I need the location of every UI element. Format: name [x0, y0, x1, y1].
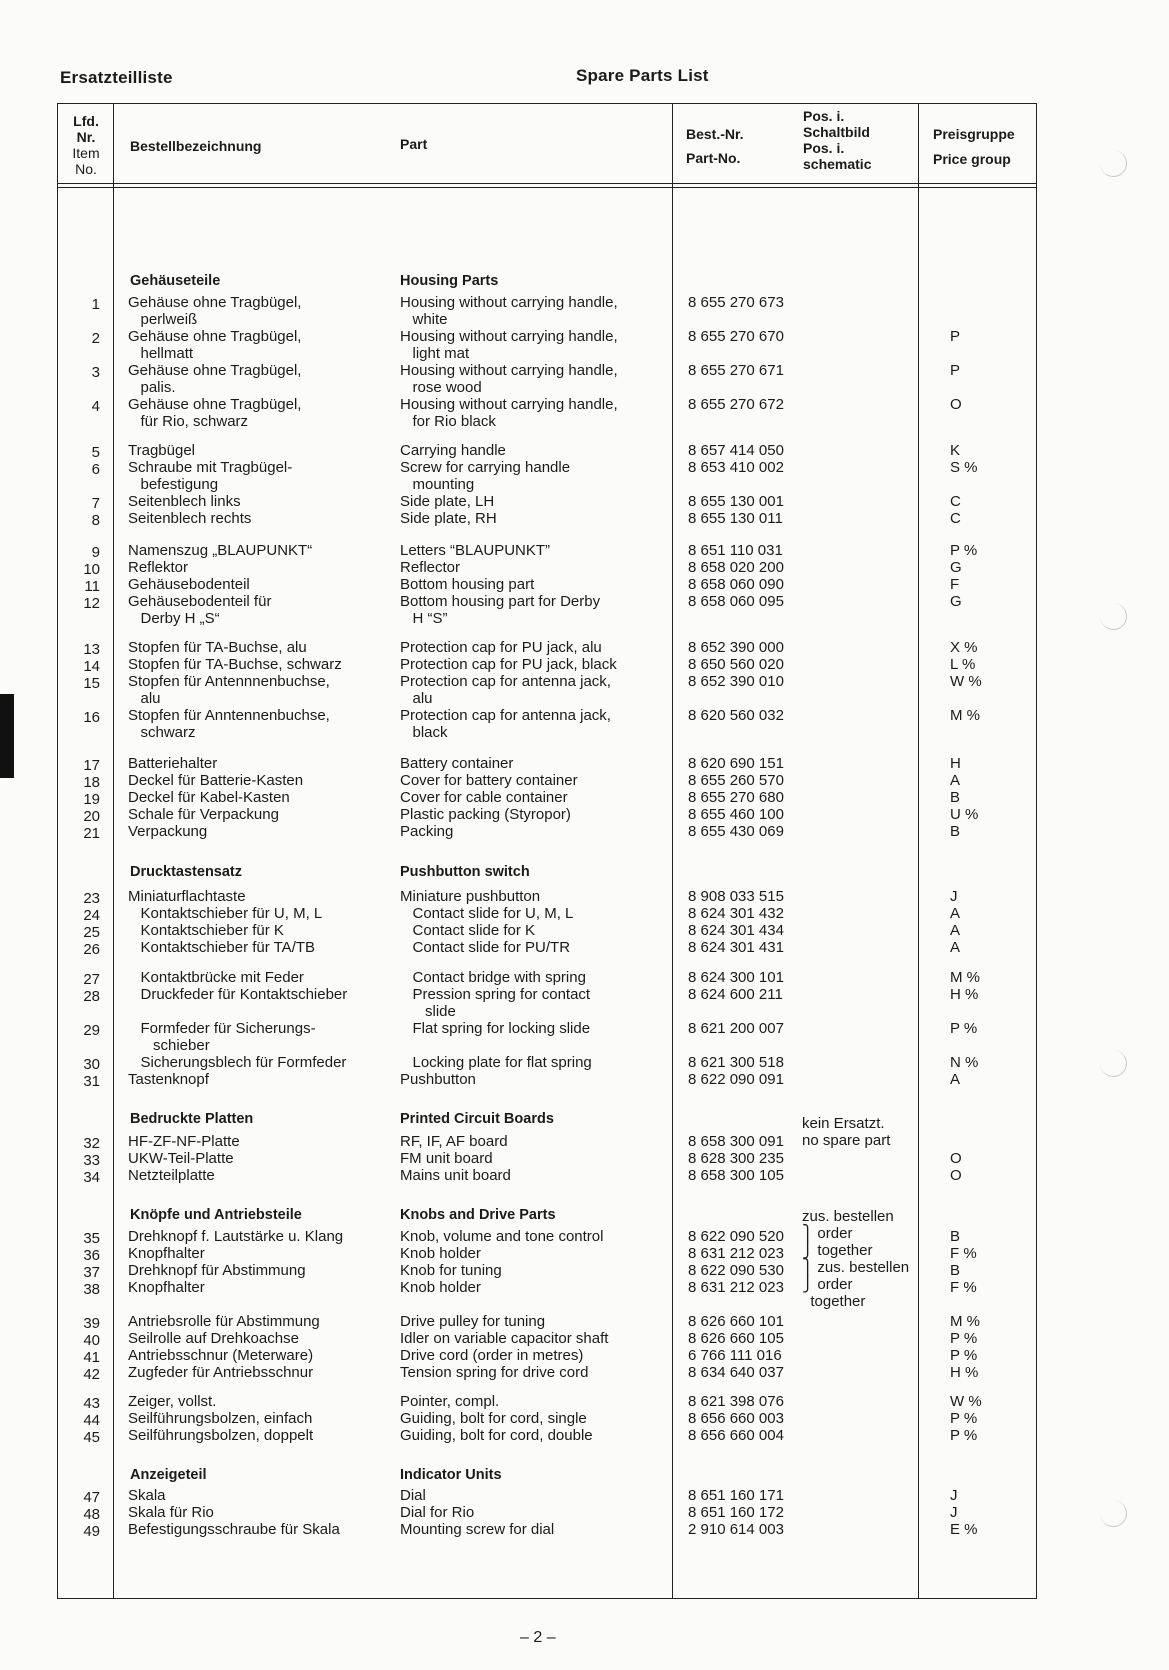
section-heading-german: Drucktastensatz: [130, 864, 243, 880]
part-number: 8 624 301 431: [688, 939, 784, 956]
item-number: 17: [83, 757, 100, 774]
part-designation-german: perlweiß: [128, 311, 198, 328]
price-group: O: [950, 1167, 962, 1184]
section-heading-english: Printed Circuit Boards: [400, 1111, 554, 1127]
part-number: 2 910 614 003: [688, 1521, 784, 1538]
part-number: 8 658 060 090: [688, 576, 784, 593]
part-description-english: Flat spring for locking slide: [400, 1020, 591, 1037]
part-designation-german: Stopfen für TA-Buchse, alu: [128, 639, 307, 656]
section-heading-english: Housing Parts: [400, 273, 499, 289]
item-number: 8: [91, 512, 100, 529]
part-description-english: Dial: [400, 1487, 426, 1504]
part-description-english: Pointer, compl.: [400, 1393, 500, 1410]
part-designation-german: UKW-Teil-Platte: [128, 1150, 234, 1167]
column-divider: [918, 103, 919, 1599]
part-number: 8 655 270 671: [688, 362, 784, 379]
part-description-english: Protection cap for PU jack, alu: [400, 639, 602, 656]
price-group: P %: [950, 1427, 978, 1444]
price-group: U %: [950, 806, 979, 823]
part-number: 8 653 410 002: [688, 459, 784, 476]
part-designation-german: Derby H „S“: [128, 610, 220, 627]
part-designation-german: Gehäusebodenteil für: [128, 593, 272, 610]
part-number: 8 658 300 105: [688, 1167, 784, 1184]
col-price-group: Preisgruppe Price group: [933, 126, 1015, 167]
part-number: 8 655 130 001: [688, 493, 784, 510]
part-description-english: Housing without carrying handle,: [400, 328, 618, 345]
part-number: 8 620 690 151: [688, 755, 784, 772]
price-group: P %: [950, 1347, 978, 1364]
part-description-english: Cover for cable container: [400, 789, 568, 806]
col-item-no: Lfd. Nr. Item No.: [72, 113, 100, 177]
part-designation-german: Seilführungsbolzen, einfach: [128, 1410, 313, 1427]
part-description-english: Dial for Rio: [400, 1504, 475, 1521]
part-description-english: Knob holder: [400, 1245, 481, 1262]
part-description-english: Idler on variable capacitor shaft: [400, 1330, 609, 1347]
part-designation-german: Drehknopf f. Lautstärke u. Klang: [128, 1228, 344, 1245]
part-number: 8 656 660 003: [688, 1410, 784, 1427]
part-designation-german: Schale für Verpackung: [128, 806, 279, 823]
part-designation-german: Gehäuse ohne Tragbügel,: [128, 328, 302, 345]
part-designation-german: Seilführungsbolzen, doppelt: [128, 1427, 314, 1444]
part-description-english: Plastic packing (Styropor): [400, 806, 571, 823]
part-number: 8 655 270 673: [688, 294, 784, 311]
price-group: G: [950, 593, 962, 610]
item-number: 26: [83, 941, 100, 958]
price-group: P %: [950, 1020, 978, 1037]
part-designation-german: Drehknopf für Abstimmung: [128, 1262, 306, 1279]
section-heading-german: Bedruckte Platten: [130, 1111, 254, 1127]
part-description-english: Bottom housing part: [400, 576, 535, 593]
part-number: 8 908 033 515: [688, 888, 784, 905]
part-designation-german: Antriebsschnur (Meterware): [128, 1347, 314, 1364]
part-description-english: Side plate, LH: [400, 493, 495, 510]
item-number: 12: [83, 595, 100, 612]
part-description-english: Housing without carrying handle,: [400, 362, 618, 379]
list-title-english: Spare Parts List: [576, 66, 709, 85]
item-number: 11: [84, 578, 100, 595]
price-group: O: [950, 1150, 962, 1167]
part-designation-german: Sicherungsblech für Formfeder: [128, 1054, 347, 1071]
part-designation-german: Knopfhalter: [128, 1245, 205, 1262]
part-number: 8 634 640 037: [688, 1364, 784, 1381]
section-heading-english: Indicator Units: [400, 1467, 502, 1483]
part-description-english: Mains unit board: [400, 1167, 511, 1184]
part-designation-german: Seitenblech links: [128, 493, 241, 510]
section-heading-english: Knobs and Drive Parts: [400, 1207, 556, 1223]
part-description-english: Knob, volume and tone control: [400, 1228, 604, 1245]
part-number: 8 658 300 091: [688, 1133, 784, 1150]
list-title-german: Ersatzteilliste: [60, 68, 173, 87]
part-number: 8 621 398 076: [688, 1393, 784, 1410]
part-number: 8 621 200 007: [688, 1020, 784, 1037]
item-number: 40: [83, 1332, 100, 1349]
part-description-english: Drive pulley for tuning: [400, 1313, 546, 1330]
part-designation-german: Seilrolle auf Drehkoachse: [128, 1330, 299, 1347]
part-designation-german: Batteriehalter: [128, 755, 218, 772]
part-designation-german: Druckfeder für Kontaktschieber: [128, 986, 348, 1003]
page-number: – 2 –: [520, 1629, 556, 1646]
price-group: P %: [950, 542, 978, 559]
price-group: F %: [950, 1279, 977, 1296]
punch-hole: [1100, 150, 1127, 177]
item-number: 45: [83, 1429, 100, 1446]
price-group: P %: [950, 1410, 978, 1427]
price-group: M %: [950, 707, 980, 724]
part-description-english: Protection cap for antenna jack,: [400, 673, 611, 690]
part-designation-german: Antriebsrolle für Abstimmung: [128, 1313, 320, 1330]
item-number: 23: [83, 890, 100, 907]
part-designation-german: Kontaktschieber für U, M, L: [128, 905, 323, 922]
item-number: 21: [83, 825, 100, 842]
part-designation-german: Zugfeder für Antriebsschnur: [128, 1364, 314, 1381]
item-number: 6: [91, 461, 100, 478]
punch-hole: [1100, 1050, 1127, 1077]
item-number: 41: [83, 1349, 100, 1366]
part-number: 8 655 270 670: [688, 328, 784, 345]
part-number: 8 655 270 672: [688, 396, 784, 413]
price-group: M %: [950, 1313, 980, 1330]
item-number: 37: [83, 1264, 100, 1281]
part-designation-german: Kontaktbrücke mit Feder: [128, 969, 304, 986]
part-number: 8 657 414 050: [688, 442, 784, 459]
part-description-english: Battery container: [400, 755, 514, 772]
part-description-english: Miniature pushbutton: [400, 888, 541, 905]
part-description-english: RF, IF, AF board: [400, 1133, 508, 1150]
price-group: A: [950, 772, 961, 789]
part-description-english: Screw for carrying handle: [400, 459, 571, 476]
price-group: L %: [950, 656, 976, 673]
part-description-english: Contact slide for U, M, L: [400, 905, 574, 922]
part-designation-german: Skala: [128, 1487, 166, 1504]
part-description-english: Locking plate for flat spring: [400, 1054, 592, 1071]
part-description-english: rose wood: [400, 379, 482, 396]
price-group: K: [950, 442, 961, 459]
price-group: J: [950, 888, 958, 905]
part-number: 8 651 160 171: [688, 1487, 784, 1504]
price-group: X %: [950, 639, 978, 656]
part-designation-german: Formfeder für Sicherungs-: [128, 1020, 316, 1037]
price-group: H: [950, 755, 961, 772]
part-description-english: Contact slide for K: [400, 922, 536, 939]
part-designation-german: Gehäusebodenteil: [128, 576, 250, 593]
part-designation-german: Stopfen für Antennnenbuchse,: [128, 673, 330, 690]
part-number: 6 766 111 016: [688, 1347, 782, 1364]
part-number: 8 655 130 011: [688, 510, 783, 527]
part-description-english: Pression spring for contact: [400, 986, 591, 1003]
price-group: A: [950, 905, 961, 922]
note-no-spare-part: kein Ersatzt. no spare part: [802, 1115, 891, 1149]
price-group: B: [950, 1262, 961, 1279]
price-group: P: [950, 362, 961, 379]
part-description-english: Guiding, bolt for cord, single: [400, 1410, 587, 1427]
part-description-english: Mounting screw for dial: [400, 1521, 555, 1538]
column-divider: [113, 103, 114, 1599]
part-number: 8 624 600 211: [688, 986, 783, 1003]
part-designation-german: Deckel für Batterie-Kasten: [128, 772, 304, 789]
part-number: 8 652 390 010: [688, 673, 784, 690]
part-designation-german: befestigung: [128, 476, 219, 493]
part-number: 8 658 020 200: [688, 559, 784, 576]
price-group: B: [950, 789, 961, 806]
part-description-english: mounting: [400, 476, 475, 493]
part-designation-german: Deckel für Kabel-Kasten: [128, 789, 290, 806]
part-designation-german: Seitenblech rechts: [128, 510, 252, 527]
part-designation-german: HF-ZF-NF-Platte: [128, 1133, 240, 1150]
item-number: 36: [83, 1247, 100, 1264]
part-description-english: white: [400, 311, 448, 328]
part-description-english: Housing without carrying handle,: [400, 294, 618, 311]
part-designation-german: Gehäuse ohne Tragbügel,: [128, 294, 302, 311]
item-number: 43: [83, 1395, 100, 1412]
part-description-english: Guiding, bolt for cord, double: [400, 1427, 593, 1444]
part-number: 8 626 660 101: [688, 1313, 784, 1330]
part-description-english: Side plate, RH: [400, 510, 497, 527]
price-group: S %: [950, 459, 978, 476]
item-number: 1: [91, 296, 100, 313]
part-description-english: Knob holder: [400, 1279, 481, 1296]
part-designation-german: Gehäuse ohne Tragbügel,: [128, 396, 302, 413]
punch-hole: [1100, 603, 1127, 630]
part-designation-german: Namenszug „BLAUPUNKT“: [128, 542, 313, 559]
col-schematic: Pos. i. Schaltbild Pos. i. schematic: [803, 108, 872, 172]
price-group: N %: [950, 1054, 979, 1071]
item-number: 2: [91, 330, 100, 347]
part-description-english: Contact bridge with spring: [400, 969, 586, 986]
part-designation-german: schieber: [128, 1037, 210, 1054]
punch-hole: [1100, 1500, 1127, 1527]
price-group: B: [950, 1228, 961, 1245]
part-number: 8 650 560 020: [688, 656, 784, 673]
part-number: 8 622 090 091: [688, 1071, 784, 1088]
part-number: 8 652 390 000: [688, 639, 784, 656]
part-designation-german: Verpackung: [128, 823, 208, 840]
price-group: O: [950, 396, 962, 413]
part-description-english: black: [400, 724, 448, 741]
price-group: A: [950, 939, 961, 956]
part-number: 8 628 300 235: [688, 1150, 784, 1167]
price-group: F %: [950, 1245, 977, 1262]
price-group: F: [950, 576, 960, 593]
part-number: 8 624 301 432: [688, 905, 784, 922]
item-number: 4: [91, 398, 100, 415]
part-description-english: light mat: [400, 345, 470, 362]
part-number: 8 622 090 520: [688, 1228, 784, 1245]
part-description-english: Cover for battery container: [400, 772, 578, 789]
part-description-english: Tension spring for drive cord: [400, 1364, 589, 1381]
part-number: 8 651 160 172: [688, 1504, 784, 1521]
price-group: J: [950, 1487, 958, 1504]
part-description-english: for Rio black: [400, 413, 496, 430]
part-description-english: Knob for tuning: [400, 1262, 502, 1279]
part-number: 8 631 212 023: [688, 1245, 784, 1262]
item-number: 33: [83, 1152, 100, 1169]
part-description-english: Drive cord (order in metres): [400, 1347, 584, 1364]
price-group: G: [950, 559, 962, 576]
item-number: 48: [83, 1506, 100, 1523]
part-number: 8 658 060 095: [688, 593, 784, 610]
item-number: 20: [83, 808, 100, 825]
part-number: 8 631 212 023: [688, 1279, 784, 1296]
item-number: 44: [83, 1412, 100, 1429]
part-number: 8 624 300 101: [688, 969, 784, 986]
item-number: 49: [83, 1523, 100, 1540]
part-designation-german: Knopfhalter: [128, 1279, 205, 1296]
header-divider: [57, 183, 1037, 184]
price-group: B: [950, 823, 961, 840]
item-number: 34: [83, 1169, 100, 1186]
price-group: A: [950, 922, 961, 939]
price-group: E %: [950, 1521, 978, 1538]
item-number: 24: [83, 907, 100, 924]
price-group: H %: [950, 1364, 979, 1381]
part-designation-german: Zeiger, vollst.: [128, 1393, 217, 1410]
price-group: J: [950, 1504, 958, 1521]
col-designation: Bestellbezeichnung: [130, 138, 262, 154]
item-number: 29: [83, 1022, 100, 1039]
part-description-english: Pushbutton: [400, 1071, 476, 1088]
part-designation-german: Kontaktschieber für K: [128, 922, 284, 939]
item-number: 3: [91, 364, 100, 381]
note-order-together: zus. bestellen ⎫ order ⎭ together ⎫ zus. bestellen ⎭ order together: [802, 1208, 910, 1310]
part-number: 8 655 460 100: [688, 806, 784, 823]
part-description-english: H “S”: [400, 610, 448, 627]
part-designation-german: Befestigungsschraube für Skala: [128, 1521, 340, 1538]
item-number: 14: [83, 658, 100, 675]
part-designation-german: Reflektor: [128, 559, 189, 576]
part-number: 8 655 270 680: [688, 789, 784, 806]
item-number: 32: [83, 1135, 100, 1152]
part-designation-german: Kontaktschieber für TA/TB: [128, 939, 316, 956]
part-description-english: Protection cap for PU jack, black: [400, 656, 617, 673]
item-number: 15: [83, 675, 100, 692]
price-group: H %: [950, 986, 979, 1003]
item-number: 38: [83, 1281, 100, 1298]
item-number: 31: [83, 1073, 100, 1090]
edge-marker: [0, 694, 14, 778]
part-designation-german: Skala für Rio: [128, 1504, 214, 1521]
item-number: 18: [83, 774, 100, 791]
col-part: Part: [400, 136, 428, 152]
part-designation-german: hellmatt: [128, 345, 194, 362]
part-designation-german: alu: [128, 690, 161, 707]
part-description-english: slide: [400, 1003, 456, 1020]
price-group: P: [950, 328, 961, 345]
header-divider: [57, 187, 1037, 188]
item-number: 16: [83, 709, 100, 726]
part-number: 8 656 660 004: [688, 1427, 784, 1444]
item-number: 39: [83, 1315, 100, 1332]
price-group: C: [950, 493, 961, 510]
section-heading-german: Anzeigeteil: [130, 1467, 207, 1483]
item-number: 35: [83, 1230, 100, 1247]
part-description-english: Reflector: [400, 559, 461, 576]
part-designation-german: Stopfen für TA-Buchse, schwarz: [128, 656, 342, 673]
item-number: 10: [83, 561, 100, 578]
price-group: M %: [950, 969, 980, 986]
item-number: 5: [91, 444, 100, 461]
section-heading-english: Pushbutton switch: [400, 864, 530, 880]
price-group: C: [950, 510, 961, 527]
part-description-english: Packing: [400, 823, 454, 840]
part-number: 8 651 110 031: [688, 542, 783, 559]
part-description-english: alu: [400, 690, 433, 707]
section-heading-german: Gehäuseteile: [130, 273, 221, 289]
item-number: 7: [91, 495, 100, 512]
part-number: 8 621 300 518: [688, 1054, 784, 1071]
item-number: 25: [83, 924, 100, 941]
part-description-english: Contact slide for PU/TR: [400, 939, 571, 956]
part-number: 8 622 090 530: [688, 1262, 784, 1279]
item-number: 27: [83, 971, 100, 988]
part-description-english: Carrying handle: [400, 442, 506, 459]
part-description-english: Letters “BLAUPUNKT”: [400, 542, 551, 559]
part-description-english: FM unit board: [400, 1150, 493, 1167]
part-number: 8 624 301 434: [688, 922, 784, 939]
item-number: 9: [91, 544, 100, 561]
section-heading-german: Knöpfe und Antriebsteile: [130, 1207, 302, 1223]
part-description-english: Protection cap for antenna jack,: [400, 707, 611, 724]
part-designation-german: Tragbügel: [128, 442, 195, 459]
item-number: 30: [83, 1056, 100, 1073]
part-designation-german: schwarz: [128, 724, 196, 741]
item-number: 28: [83, 988, 100, 1005]
part-designation-german: Schraube mit Tragbügel-: [128, 459, 293, 476]
part-number: 8 655 260 570: [688, 772, 784, 789]
part-designation-german: Tastenknopf: [128, 1071, 209, 1088]
item-number: 47: [83, 1489, 100, 1506]
part-number: 8 626 660 105: [688, 1330, 784, 1347]
price-group: W %: [950, 1393, 982, 1410]
part-description-english: Bottom housing part for Derby: [400, 593, 601, 610]
price-group: A: [950, 1071, 961, 1088]
part-designation-german: Stopfen für Anntennenbuchse,: [128, 707, 330, 724]
part-designation-german: palis.: [128, 379, 176, 396]
price-group: W %: [950, 673, 982, 690]
col-part-no: Best.-Nr. Part-No.: [686, 126, 744, 166]
item-number: 19: [83, 791, 100, 808]
part-designation-german: Netzteilplatte: [128, 1167, 215, 1184]
item-number: 13: [83, 641, 100, 658]
column-divider: [672, 103, 673, 1599]
part-designation-german: Miniaturflachtaste: [128, 888, 246, 905]
part-designation-german: Gehäuse ohne Tragbügel,: [128, 362, 302, 379]
item-number: 42: [83, 1366, 100, 1383]
part-number: 8 620 560 032: [688, 707, 784, 724]
part-number: 8 655 430 069: [688, 823, 784, 840]
part-designation-german: für Rio, schwarz: [128, 413, 249, 430]
price-group: P %: [950, 1330, 978, 1347]
part-description-english: Housing without carrying handle,: [400, 396, 618, 413]
